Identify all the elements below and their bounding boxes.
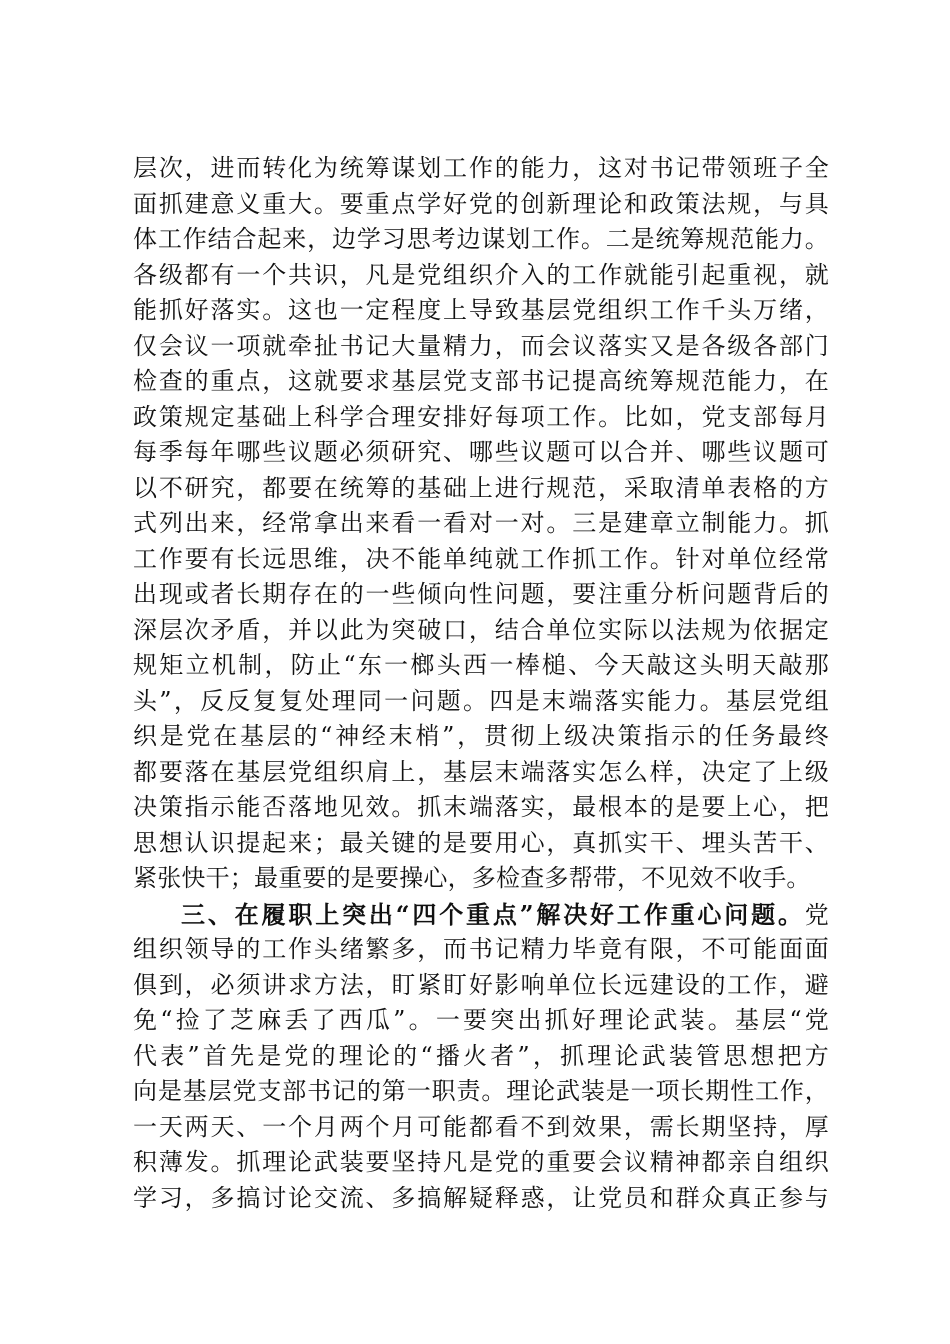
- text-line: 层次，进而转化为统筹谋划工作的能力，这对书记带领班子全: [133, 154, 829, 182]
- text-line: 面抓建意义重大。要重点学好党的创新理论和政策法规，与具: [133, 189, 829, 218]
- text-line: 各级都有一个共识，凡是党组织介入的工作就能引起重视，就: [133, 260, 829, 289]
- text-line: 都要落在基层党组织肩上，基层末端落实怎么样，决定了上级: [133, 757, 829, 786]
- text-line: 检查的重点，这就要求基层党支部书记提高统筹规范能力，在: [133, 367, 829, 395]
- text-line: 思想认识提起来；最关键的是要用心，真抓实干、埋头苦干、: [133, 828, 829, 857]
- text-line: 深层次矛盾，并以此为突破口，结合单位实际以法规为依据定: [133, 615, 829, 644]
- section-heading-line: [133, 897, 829, 933]
- paragraph-2: [133, 897, 829, 1217]
- text-line: 式列出来，经常拿出来看一看对一对。三是建章立制能力。抓: [133, 509, 829, 537]
- text-line: 每季每年哪些议题必须研究、哪些议题可以合并、哪些议题可: [133, 438, 829, 466]
- text-line: 能抓好落实。这也一定程度上导致基层党组织工作千头万绪，: [133, 296, 829, 324]
- text-line: 组织领导的工作头绪繁多，而书记精力毕竟有限，不可能面面: [133, 935, 829, 963]
- text-line: 规矩立机制，防止“东一榔头西一棒槌、今天敲这头明天敲那: [133, 651, 829, 679]
- text-line: 仅会议一项就牵扯书记大量精力，而会议落实又是各级各部门: [133, 331, 829, 360]
- document-body: [133, 151, 829, 1216]
- text-line: 积薄发。抓理论武装要坚持凡是党的重要会议精神都亲自组织: [133, 1148, 829, 1176]
- text-line: 向是基层党支部书记的第一职责。理论武装是一项长期性工作，: [133, 1077, 829, 1105]
- section-heading: 三、在履职上突出“四个重点”解决好工作重心问题。: [181, 899, 805, 929]
- text-line: 工作要有长远思维，决不能单纯就工作抓工作。针对单位经常: [133, 544, 829, 573]
- text-line: 紧张快干；最重要的是要操心，多检查多帮带，不见效不收手。: [133, 864, 811, 892]
- text-line: 以不研究，都要在统筹的基础上进行规范，采取清单表格的方: [133, 473, 829, 502]
- text-line: 学习，多搞讨论交流、多搞解疑释惑，让党员和群众真正参与: [133, 1183, 829, 1212]
- text-line: 俱到，必须讲求方法，盯紧盯好影响单位长远建设的工作，避: [133, 970, 829, 999]
- text-line: 头”，反反复复处理同一问题。四是末端落实能力。基层党组: [133, 686, 829, 715]
- text-line: 决策指示能否落地见效。抓末端落实，最根本的是要上心，把: [133, 793, 829, 821]
- text-line: 免“捡了芝麻丢了西瓜”。一要突出抓好理论武装。基层“党: [133, 1006, 829, 1034]
- text-line: 体工作结合起来，边学习思考边谋划工作。二是统筹规范能力。: [133, 225, 829, 253]
- text-line: 出现或者长期存在的一些倾向性问题，要注重分析问题背后的: [133, 580, 829, 608]
- text-line: 一天两天、一个月两个月可能都看不到效果，需长期坚持，厚: [133, 1112, 829, 1141]
- heading-line-tail: 党: [804, 900, 829, 929]
- text-line: 政策规定基础上科学合理安排好每项工作。比如，党支部每月: [133, 402, 829, 431]
- text-line: 代表”首先是党的理论的“播火者”，抓理论武装管思想把方: [133, 1041, 829, 1070]
- paragraph-1: [133, 151, 829, 897]
- text-line: 织是党在基层的“神经末梢”，贯彻上级决策指示的任务最终: [133, 722, 829, 750]
